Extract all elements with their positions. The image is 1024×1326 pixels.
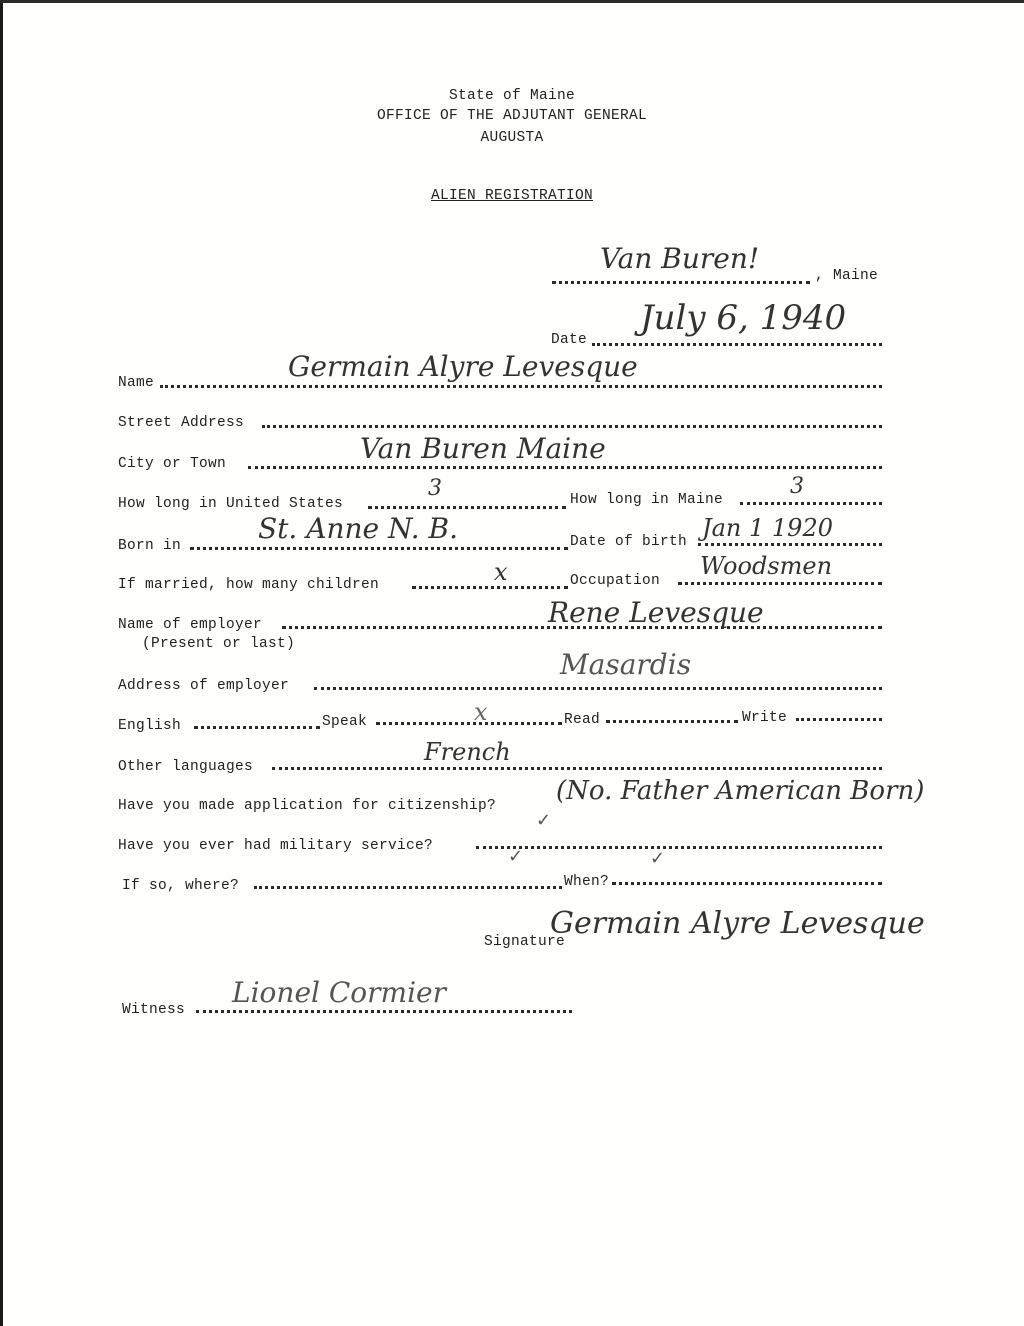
born-value: St. Anne N. B.	[258, 512, 458, 545]
employer-address-label: Address of employer	[118, 678, 290, 694]
checkmark-icon: ✓	[508, 846, 524, 867]
name-value: Germain Alyre Levesque	[288, 350, 638, 383]
place-line	[552, 277, 810, 284]
speak-line	[376, 718, 562, 725]
military-line	[476, 842, 882, 849]
employer-label: Name of employer	[118, 617, 263, 633]
header-city: AUGUSTA	[480, 130, 544, 146]
when-label: When?	[564, 874, 610, 890]
write-label: Write	[742, 710, 788, 726]
read-line	[606, 716, 738, 723]
citizenship-label: Have you made application for citizenship?	[118, 798, 497, 814]
checkmark-icon: ✓	[650, 848, 666, 869]
military-label: Have you ever had military service?	[118, 838, 434, 854]
place-suffix: , Maine	[815, 268, 879, 284]
signature-value: Germain Alyre Levesque	[550, 906, 925, 941]
other-languages-value: French	[424, 738, 511, 766]
witness-label: Witness	[122, 1002, 186, 1018]
employer-address-line	[314, 683, 882, 690]
citizenship-value: (No. Father American Born)	[556, 776, 925, 806]
checkmark-icon: ✓	[536, 810, 552, 831]
header-office: OFFICE OF THE ADJUTANT GENERAL	[376, 108, 648, 124]
me-duration-label: How long in Maine	[570, 492, 724, 508]
when-line	[612, 878, 882, 885]
form-title: ALIEN REGISTRATION	[430, 188, 594, 204]
english-line	[194, 722, 320, 729]
married-label: If married, how many children	[118, 577, 380, 593]
other-languages-label: Other languages	[118, 759, 254, 775]
me-duration-line	[740, 498, 882, 505]
employer-address-value: Masardis	[560, 648, 692, 681]
us-duration-label: How long in United States	[118, 496, 344, 512]
employer-value: Rene Levesque	[548, 596, 764, 629]
occupation-label: Occupation	[570, 573, 661, 589]
english-label: English	[118, 718, 182, 734]
witness-value: Lionel Cormier	[232, 976, 446, 1009]
date-label: Date	[551, 332, 588, 348]
date-line	[592, 339, 882, 346]
speak-value: x	[474, 698, 488, 726]
occupation-value: Woodsmen	[700, 552, 833, 580]
street-label: Street Address	[118, 415, 245, 431]
signature-label: Signature	[484, 934, 566, 950]
employer-sub-label: (Present or last)	[142, 636, 296, 652]
us-duration-value: 3	[428, 476, 442, 501]
us-duration-line	[368, 502, 566, 509]
scan-edge-top	[0, 0, 1024, 3]
other-languages-line	[272, 763, 882, 770]
name-label: Name	[118, 375, 155, 391]
where-label: If so, where?	[122, 878, 240, 894]
city-label: City or Town	[118, 456, 227, 472]
dob-value: Jan 1 1920	[702, 514, 833, 542]
city-value: Van Buren Maine	[360, 432, 606, 465]
married-value: x	[494, 558, 508, 586]
place-value: Van Buren!	[600, 242, 760, 275]
speak-label: Speak	[322, 714, 368, 730]
married-line	[412, 582, 568, 589]
read-label: Read	[564, 712, 601, 728]
street-line	[262, 421, 882, 428]
born-label: Born in	[118, 538, 182, 554]
dob-label: Date of birth	[570, 534, 688, 550]
where-line	[254, 882, 562, 889]
date-value: July 6, 1940	[640, 298, 847, 338]
write-line	[796, 714, 882, 721]
me-duration-value: 3	[790, 474, 804, 499]
header-state: State of Maine	[448, 88, 576, 104]
